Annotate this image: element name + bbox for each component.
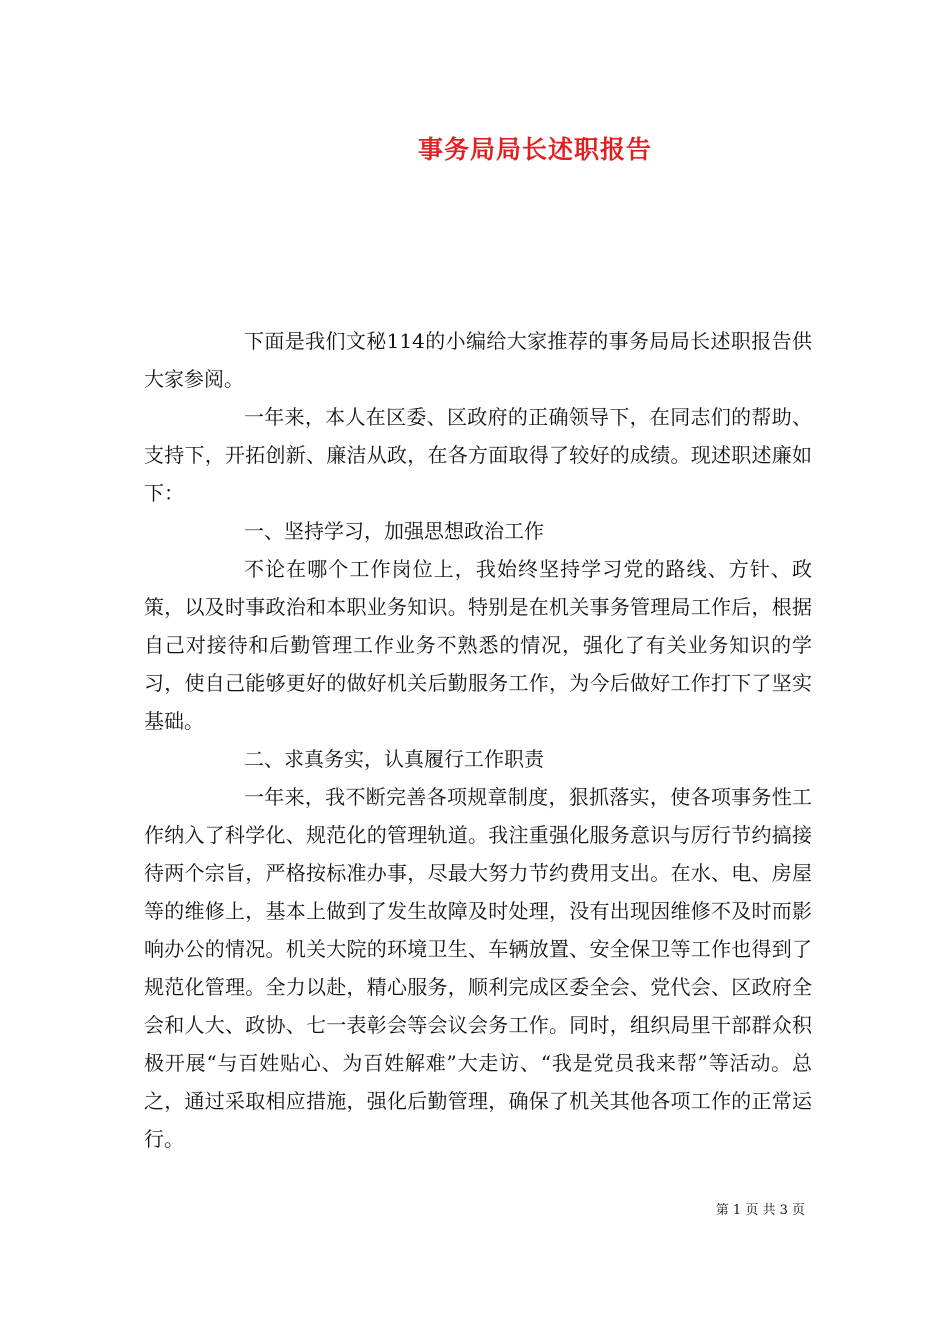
section-heading-1: 一、坚持学习，加强思想政治工作	[244, 519, 544, 543]
section-1-paragraph: 不论在哪个工作岗位上，我始终坚持学习党的路线、方针、政策，以及时事政治和本职业务知识。特别是在机关事务管理局工作后，根据自己对接待和后勤管理工作业务不熟悉的情况，强化了有关业务知识的学习，使自己能够更好的做好机关后勤服务工作，为今后做好工作打下了坚实基础。	[144, 557, 812, 733]
opening-paragraph: 一年来，本人在区委、区政府的正确领导下，在同志们的帮助、支持下，开拓创新、廉洁从政，在各方面取得了较好的成绩。现述职述廉如下：	[144, 405, 812, 505]
page-footer: 第 1 页 共 3 页	[715, 1203, 805, 1218]
document-body	[144, 322, 812, 1158]
document-title: 事务局局长述职报告	[417, 135, 652, 164]
section-heading-2: 二、求真务实，认真履行工作职责	[244, 747, 544, 771]
intro-paragraph: 下面是我们文秘114的小编给大家推荐的事务局局长述职报告供大家参阅。	[144, 329, 812, 391]
section-2-paragraph: 一年来，我不断完善各项规章制度，狠抓落实，使各项事务性工作纳入了科学化、规范化的管理轨道。我注重强化服务意识与厉行节约搞接待两个宗旨，严格按标准办事，尽最大努力节约费用支出。在水、电、房屋等的维修上，基本上做到了发生故障及时处理，没有出现因维修不及时而影响办公的情况。机关大院的环境卫生、车辆放置、安全保卫等工作也得到了规范化管理。全力以赴，精心服务，顺利完成区委全会、党代会、区政府全会和人大、政协、七一表彰会等会议会务工作。同时，组织局里干部群众积极开展“与百姓贴心、为百姓解难”大走访、“我是党员我来帮”等活动。总之，通过采取相应措施，强化后勤管理，确保了机关其他各项工作的正常运行。	[144, 785, 812, 1151]
